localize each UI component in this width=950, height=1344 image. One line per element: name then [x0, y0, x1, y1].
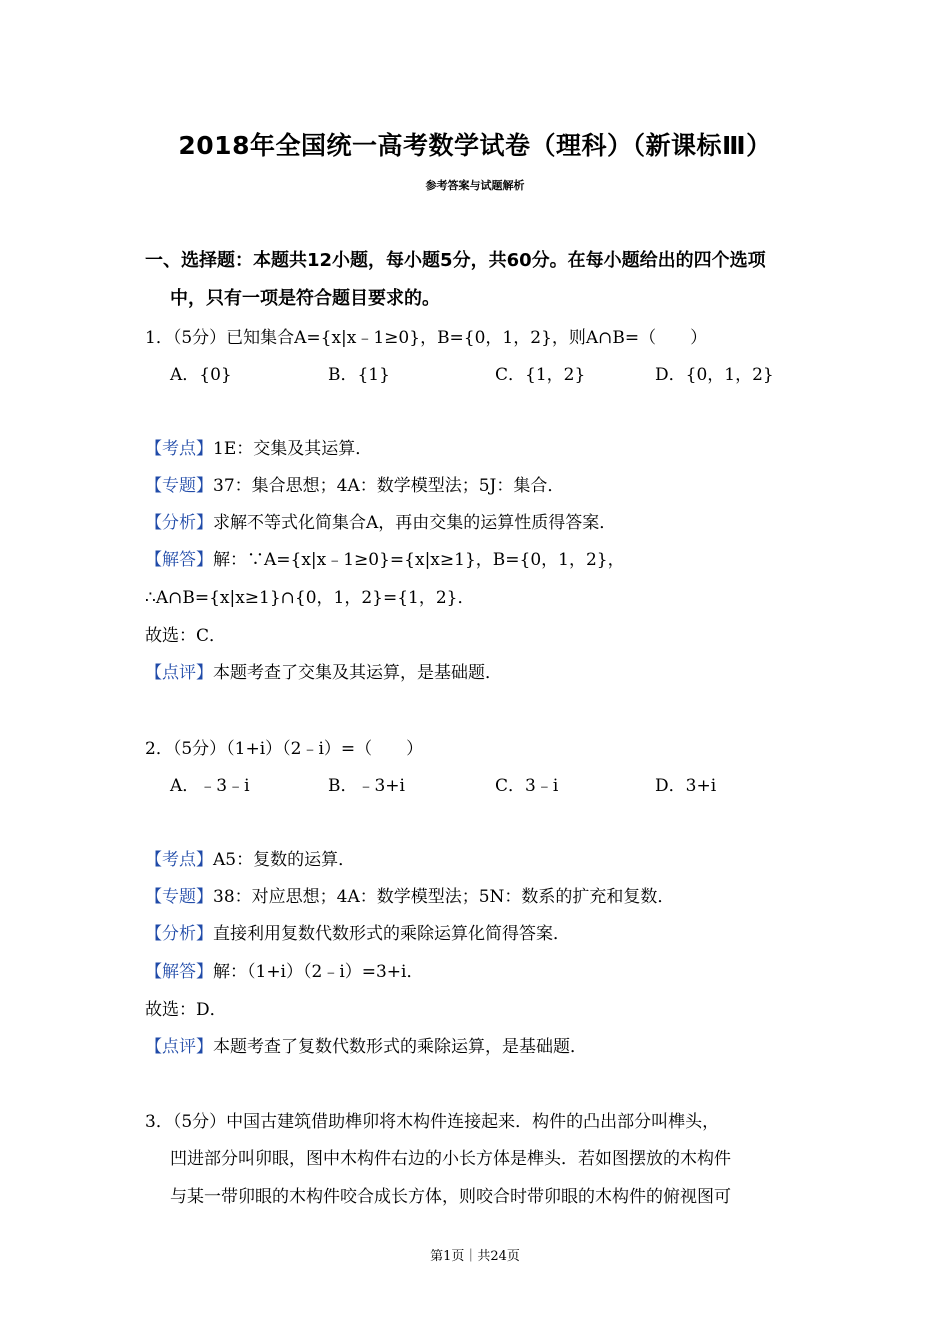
q2-zhuanti-tag: 【专题】 — [145, 887, 213, 907]
q1-option-b: B．{1} — [328, 365, 390, 385]
page-subtitle: 参考答案与试题解析 — [425, 179, 525, 192]
q2-kaodian — [145, 845, 355, 870]
q1-kaodian-text: 1E：交集及其运算． — [213, 439, 373, 459]
q2-jieda-text: 解：（1+i）（2﹣i）=3+i． — [213, 962, 424, 982]
q2-fenxi — [145, 919, 570, 944]
q2-stem: 2．（5分）（1+i）（2﹣i）=（ ） — [145, 739, 424, 759]
q1-option-c: C．{1，2} — [495, 365, 586, 385]
q2-dianping-text: 本题考查了复数代数形式的乘除运算，是基础题． — [213, 1037, 587, 1057]
q2-kaodian-tag: 【考点】 — [145, 850, 213, 870]
q1-kaodian — [145, 434, 372, 459]
q2-option-c: C．3﹣i — [495, 776, 559, 796]
q1-jieda-tag: 【解答】 — [145, 550, 213, 570]
q2-option-b: B．﹣3+i — [328, 776, 405, 796]
q2-option-d: D．3+i — [655, 776, 717, 796]
q1-zhuanti-text: 37：集合思想；4A：数学模型法；5J：集合． — [213, 476, 565, 496]
q1-fenxi — [145, 508, 616, 533]
page-footer: 第1页｜共24页 — [430, 1249, 520, 1264]
page-title: 2018年全国统一高考数学试卷（理科）（新课标Ⅲ） — [178, 131, 772, 160]
q2-fenxi-text: 直接利用复数代数形式的乘除运算化简得答案． — [213, 924, 570, 944]
q2-dianping — [145, 1032, 587, 1057]
q1-stem: 1．（5分）已知集合A={x|x﹣1≥0}，B={0，1，2}，则A∩B=（ ） — [145, 328, 708, 348]
section-heading-line1: 一、选择题：本题共12小题，每小题5分，共60分。在每小题给出的四个选项 — [145, 250, 766, 271]
q1-zhuanti — [145, 471, 564, 496]
q1-fenxi-tag: 【分析】 — [145, 513, 213, 533]
q2-option-a: A．﹣3﹣i — [170, 776, 250, 796]
q1-option-a: A．{0} — [170, 365, 232, 385]
q1-fenxi-text: 求解不等式化简集合A，再由交集的运算性质得答案． — [213, 513, 617, 533]
q2-jieda — [145, 957, 424, 982]
q2-kaodian-text: A5：复数的运算． — [213, 850, 356, 870]
q1-answer: 故选：C． — [145, 626, 227, 646]
q2-dianping-tag: 【点评】 — [145, 1037, 213, 1057]
q1-dianping-tag: 【点评】 — [145, 663, 213, 683]
q3-stem-line3: 与某一带卯眼的木构件咬合成长方体，则咬合时带卯眼的木构件的俯视图可 — [170, 1187, 731, 1207]
q2-zhuanti-text: 38：对应思想；4A：数学模型法；5N：数系的扩充和复数． — [213, 887, 675, 907]
q1-dianping-text: 本题考查了交集及其运算，是基础题． — [213, 663, 502, 683]
q1-kaodian-tag: 【考点】 — [145, 439, 213, 459]
q1-option-d: D．{0，1，2} — [655, 365, 774, 385]
q3-stem-line1: 3．（5分）中国古建筑借助榫卯将木构件连接起来．构件的凸出部分叫榫头， — [145, 1112, 720, 1132]
q1-dianping — [145, 658, 502, 683]
q1-jieda-line2: ∴A∩B={x|x≥1}∩{0，1，2}={1，2}． — [145, 588, 475, 608]
q1-jieda — [145, 545, 625, 570]
q1-jieda-text: 解：∵A={x|x﹣1≥0}={x|x≥1}，B={0，1，2}， — [213, 550, 625, 570]
q2-fenxi-tag: 【分析】 — [145, 924, 213, 944]
q2-zhuanti — [145, 882, 674, 907]
q1-zhuanti-tag: 【专题】 — [145, 476, 213, 496]
q2-answer: 故选：D． — [145, 1000, 227, 1020]
q3-stem-line2: 凹进部分叫卯眼，图中木构件右边的小长方体是榫头．若如图摆放的木构件 — [170, 1149, 731, 1169]
q2-jieda-tag: 【解答】 — [145, 962, 213, 982]
section-heading-line2: 中，只有一项是符合题目要求的。 — [170, 288, 440, 309]
